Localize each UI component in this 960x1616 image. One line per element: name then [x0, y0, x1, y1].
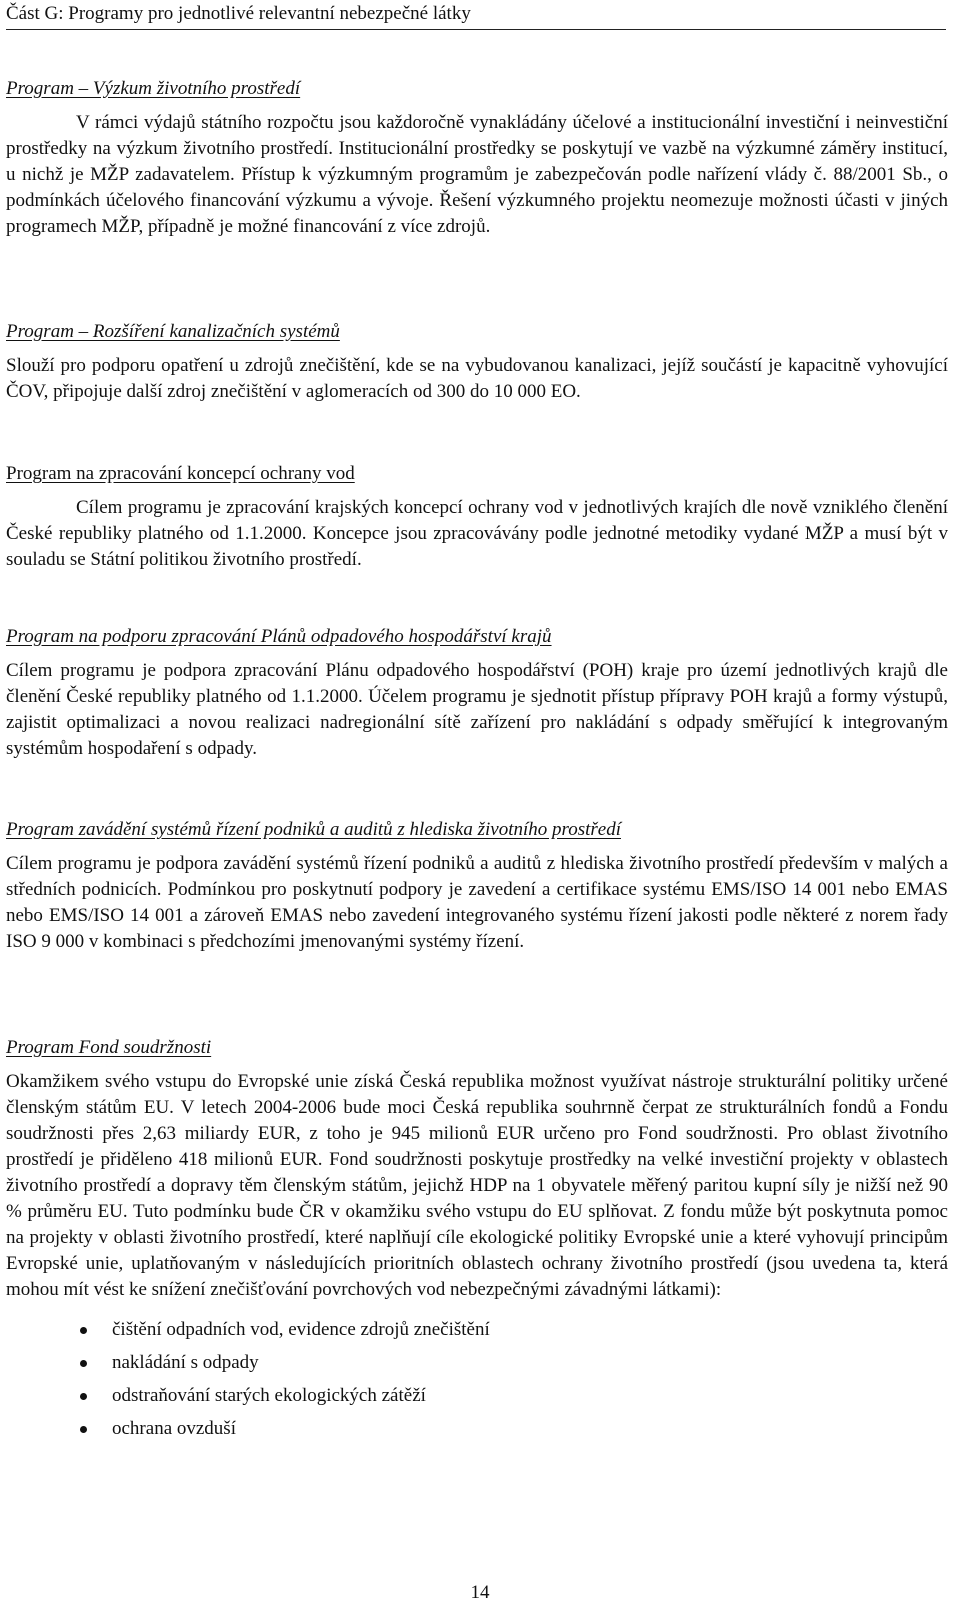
section-heading: Program – Rozšíření kanalizačních systémů [6, 321, 340, 342]
section-research [6, 76, 948, 240]
section-heading: Program Fond soudržnosti [6, 1037, 212, 1058]
list-item: čištění odpadních vod, evidence zdrojů znečištění [6, 1317, 948, 1343]
list-item: nakládání s odpady [6, 1350, 948, 1376]
bullet-icon [80, 1393, 87, 1400]
bullet-icon [80, 1327, 87, 1334]
list-item: ochrana ovzduší [6, 1416, 948, 1442]
section-heading: Program na zpracování koncepcí ochrany vod [6, 463, 355, 484]
section-sewer [6, 319, 948, 405]
section-paragraph: Cílem programu je zpracování krajských koncepcí ochrany vod v jednotlivých krajích dle nově vzniklého členění České republiky platného od 1.1.2000. Koncepce jsou zpracovávány podle jednotné metodiky vydané MŽP a musí být v souladu se Státní politikou životního prostředí. [6, 497, 948, 570]
page-number: 14 [470, 1582, 490, 1603]
section-waste-plans [6, 624, 948, 762]
section-water-concepts [6, 461, 948, 573]
section-paragraph: Okamžikem svého vstupu do Evropské unie získá Česká republika možnost využívat nástroje strukturální politiky určené členským státům EU. V letech 2004-2006 bude moci Česká republika souhrnně čerpat ze strukturálních fondů a Fondu soudržnosti přes 2,63 miliardy EUR, z toho je 945 milionů EUR určeno pro Fond soudržnosti. Pro oblast životního prostředí je přiděleno 418 milionů EUR. Fond soudržnosti poskytuje prostředky na velké investiční projekty v oblastech životního prostředí a dopravy těm členským státům, jejichž HDP na 1 obyvatele měřený paritou kupní síly je nižší než 90 % průměru EU. Tuto podmínku bude ČR v okamžiku svého vstupu do EU splňovat. Z fondu může být poskytnuta pomoc na projekty v oblasti životního prostředí, které naplňují cíle ekologické politiky Evropské unie a které vyhovují principům Evropské unie, uplatňovaným v následujících prioritních oblastech ochrany životního prostředí (jsou uvedena ta, která mohou mít vést ke snížení znečišťování povrchových vod nebezpečnými závadnými látkami): [6, 1071, 948, 1300]
section-paragraph: Cílem programu je podpora zavádění systémů řízení podniků a auditů z hlediska životního prostředí především v malých a středních podnicích. Podmínkou pro poskytnutí podpory je zavedení a certifikace systému EMS/ISO 14 001 nebo EMAS nebo EMS/ISO 14 001 a zároveň EMAS nebo zavedení integrovaného systému řízení jakosti podle některé z norem řady ISO 9 000 v kombinaci s předchozími jmenovanými systémy řízení. [6, 853, 948, 952]
bullet-list [6, 1317, 948, 1442]
section-heading: Program – Výzkum životního prostředí [6, 78, 301, 99]
section-heading: Program zavádění systémů řízení podniků a auditů z hlediska životního prostředí [6, 819, 621, 840]
section-paragraph: Cílem programu je podpora zpracování Plánu odpadového hospodářství (POH) kraje pro území jednotlivých krajů dle členění České republiky platného od 1.1.2000. Účelem programu je sjednotit přístup přípravy POH krajů a formy výstupů, zajistit optimalizaci a novou realizaci nadregionální sítě zařízení pro nakládání s odpady směřující k integrovaným systémům hospodaření s odpady. [6, 660, 948, 759]
section-paragraph: Slouží pro podporu opatření u zdrojů znečištění, kde se na vybudovanou kanalizaci, jejíž součástí je kapacitně vyhovující ČOV, připojuje další zdroj znečištění v aglomeracích od 300 do 10 000 EO. [6, 355, 948, 402]
page-header: Část G: Programy pro jednotlivé relevantní nebezpečné látky [6, 2, 946, 30]
bullet-icon [80, 1360, 87, 1367]
list-item: odstraňování starých ekologických zátěží [6, 1383, 948, 1409]
section-paragraph: V rámci výdajů státního rozpočtu jsou každoročně vynakládány účelové a institucionální investiční i neinvestiční prostředky na výzkum životního prostředí. Institucionální prostředky se poskytují ve vazbě na výzkumné záměry institucí, u nichž je MŽP zadavatelem. Přístup k výzkumným programům je zabezpečován podle nařízení vlády č. 88/2001 Sb., o podmínkách účelového financování výzkumu a vývoje. Řešení výzkumného projektu neomezuje možnosti účasti v jiných programech MŽP, případně je možné financování z více zdrojů. [6, 112, 948, 237]
section-cohesion-fund [6, 1035, 948, 1449]
section-ems-audits [6, 817, 948, 955]
bullet-icon [80, 1426, 87, 1433]
section-heading: Program na podporu zpracování Plánů odpadového hospodářství krajů [6, 626, 552, 647]
